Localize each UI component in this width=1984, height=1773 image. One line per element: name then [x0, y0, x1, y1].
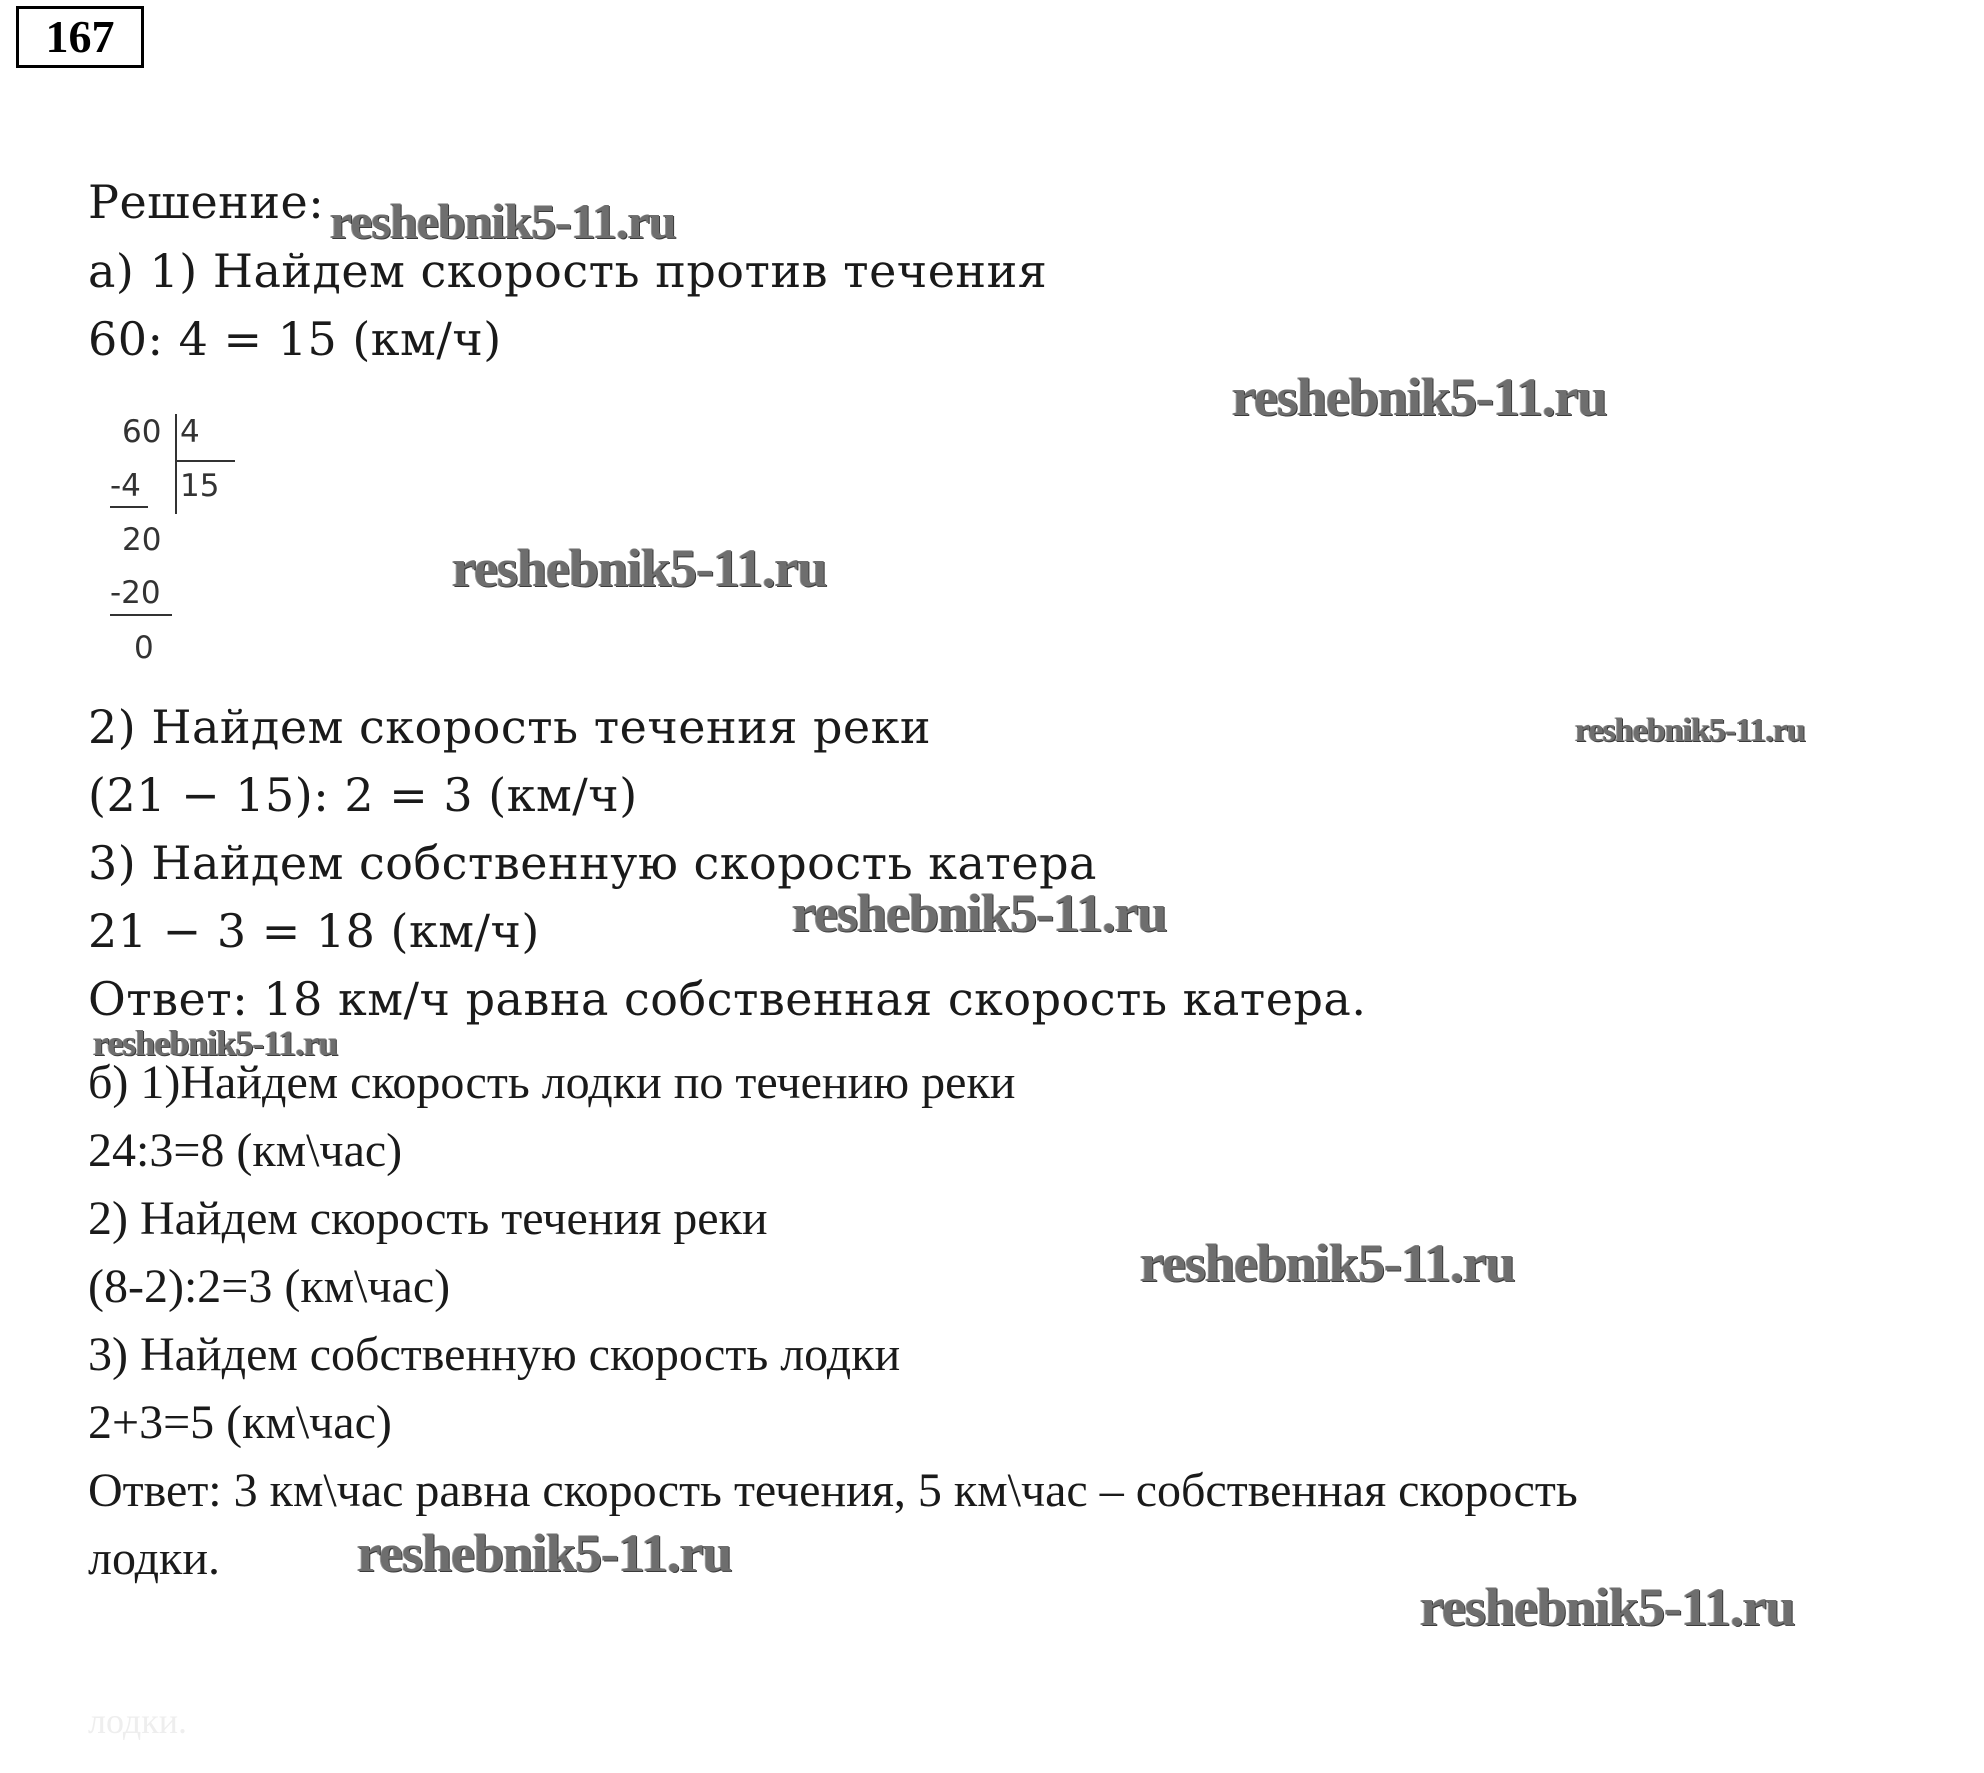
watermark: reshebnik5-11.ru	[1232, 367, 1607, 427]
watermark: reshebnik5-11.ru	[330, 193, 676, 249]
ld-vertical-bar	[175, 414, 177, 514]
part-a-step2-calc: (21 − 15): 2 = 3 (км/ч)	[88, 768, 638, 822]
watermark: reshebnik5-11.ru	[1420, 1577, 1795, 1637]
ld-divisor-underline	[175, 460, 235, 462]
ghost-text: лодки.	[88, 1701, 187, 1741]
watermark: reshebnik5-11.ru	[357, 1523, 732, 1583]
part-b-step3-title: 3) Найдем собственную скорость лодки	[88, 1328, 901, 1381]
part-a-step1-title: а) 1) Найдем скорость против течения	[88, 244, 1048, 298]
ld-sub1: -4	[110, 468, 141, 504]
watermark: reshebnik5-11.ru	[93, 1023, 338, 1063]
watermark: reshebnik5-11.ru	[1140, 1233, 1515, 1293]
part-a-step3-calc: 21 − 3 = 18 (км/ч)	[88, 904, 540, 958]
ld-divisor: 4	[180, 414, 200, 450]
ld-remainder1: 20	[122, 522, 162, 558]
part-b-step1-calc: 24:3=8 (км\час)	[88, 1124, 403, 1177]
part-b-step2-title: 2) Найдем скорость течения реки	[88, 1192, 768, 1245]
part-a-step3-title: 3) Найдем собственную скорость катера	[88, 836, 1097, 890]
ld-sub2: -20	[110, 575, 161, 611]
solution-heading: Решение:	[88, 175, 325, 229]
part-b-answer-line1: Ответ: 3 км\час равна скорость течения, 5 км\час – собственная скорость	[88, 1464, 1578, 1517]
watermark: reshebnik5-11.ru	[452, 538, 827, 598]
part-b-step1-title: б) 1)Найдем скорость лодки по течению реки	[88, 1056, 1016, 1109]
part-b-answer-line2: лодки.	[88, 1532, 220, 1585]
part-b-step3-calc: 2+3=5 (км\час)	[88, 1396, 392, 1449]
part-b-step2-calc: (8-2):2=3 (км\час)	[88, 1260, 451, 1313]
watermark: reshebnik5-11.ru	[792, 883, 1167, 943]
ld-sub2-underline	[110, 614, 172, 616]
watermark: reshebnik5-11.ru	[1575, 712, 1805, 749]
part-a-step1-calc: 60: 4 = 15 (км/ч)	[88, 312, 502, 366]
problem-number: 167	[16, 6, 144, 68]
ld-sub1-underline	[110, 506, 148, 508]
ld-dividend: 60	[122, 414, 162, 450]
part-a-answer: Ответ: 18 км/ч равна собственная скорость катера.	[88, 972, 1367, 1026]
ld-remainder2: 0	[134, 630, 154, 666]
ld-quotient: 15	[180, 468, 220, 504]
part-a-step2-title: 2) Найдем скорость течения реки	[88, 700, 932, 754]
